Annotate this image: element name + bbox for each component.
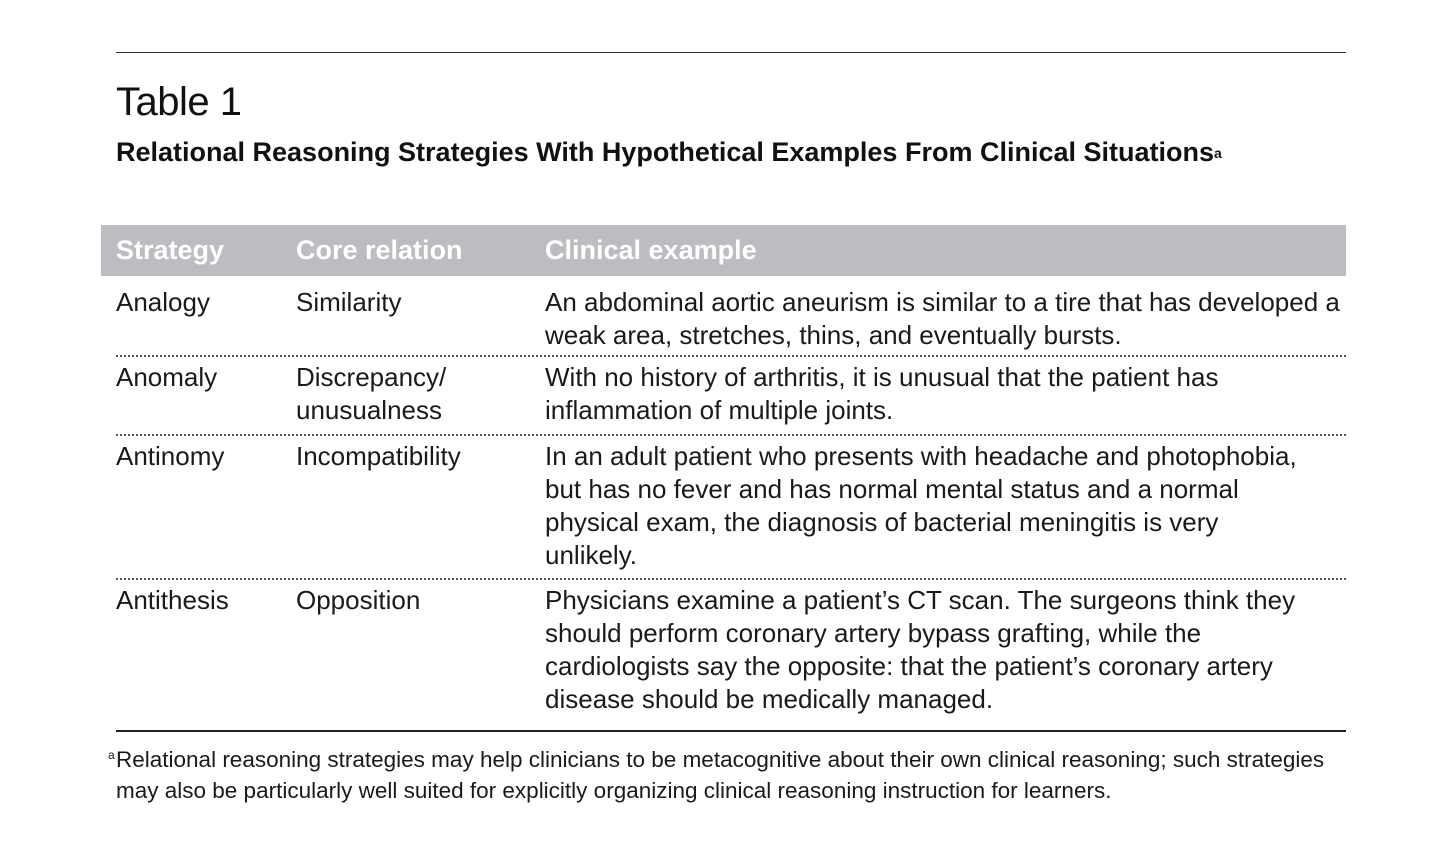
cell-strategy: Antinomy [116, 441, 225, 471]
top-rule [116, 52, 1346, 53]
cell-clinical-example: Physicians examine a patient’s CT scan. The surgeons think they should perform coronary artery bypass grafting, while the cardiologists say the opposite: that the patient’s coronary artery disease should be medically managed. [545, 585, 1296, 714]
table-title-text: Relational Reasoning Strategies With Hypothetical Examples From Clinical Situations [116, 137, 1214, 167]
table-title [116, 136, 1236, 173]
cell-core-relation: Similarity [296, 287, 402, 317]
table-footnote [108, 744, 1346, 806]
cell-core-relation: Discrepancy/ unusualness [296, 362, 447, 425]
bottom-rule [116, 730, 1346, 732]
cell-strategy: Analogy [116, 287, 210, 317]
footnote-text: Relational reasoning strategies may help clinicians to be metacognitive about their own clinical reasoning; such strategies may also be particularly well suited for explicitly organizing clinical reasoning instruction for learners. [116, 747, 1325, 803]
row-divider [116, 434, 1346, 436]
cell-clinical-example: With no history of arthritis, it is unusual that the patient has inflammation of multiple joints. [545, 362, 1219, 425]
header-core-relation: Core relation [296, 235, 463, 265]
footnote-marker: a [108, 748, 115, 762]
cell-core-relation: Opposition [296, 585, 421, 615]
cell-clinical-example: In an adult patient who presents with headache and photophobia, but has no fever and has normal mental status and a normal physical exam, the diagnosis of bacterial meningitis is very unlikely. [545, 441, 1297, 570]
cell-core-relation: Incompatibility [296, 441, 461, 471]
title-footnote-marker: a [1213, 145, 1222, 161]
header-strategy: Strategy [116, 235, 225, 265]
cell-clinical-example: An abdominal aortic aneurism is similar to a tire that has developed a weak area, stretches, thins, and eventually bursts. [545, 287, 1340, 350]
cell-strategy: Anomaly [116, 362, 218, 392]
header-clinical-example: Clinical example [545, 235, 757, 265]
table-label: Table 1 [116, 80, 242, 124]
row-divider [116, 355, 1346, 357]
row-divider [116, 578, 1346, 580]
cell-strategy: Antithesis [116, 585, 229, 615]
